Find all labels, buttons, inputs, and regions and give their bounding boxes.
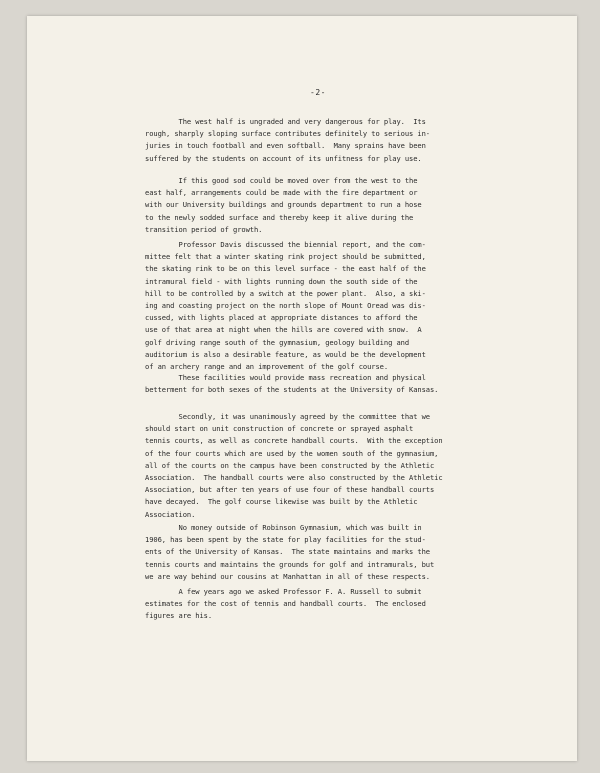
paragraph-estimates: A few years ago we asked Professor F. A. Russell to submit estimates for the cost of tennis and handball courts. The enclosed figures are his. xyxy=(145,587,426,621)
paragraph-west-half: The west half is ungraded and very dangerous for play. Its rough, sharply sloping surface contributes definitely to serious in- juries in touch football and even softball. Many sprains have been suffered by the students on account of its unfitness for play use. xyxy=(145,117,430,163)
paragraph-biennial-report: Professor Davis discussed the biennial report, and the com- mittee felt that a winter skating rink project should be submitted, the skating rink to be on this level surface - the east half of the intramural field - with lights running down the south side of the hill to be controlled by a switch at the power plant. Also, a ski- ing and coasting project on the north slope of Mount Oread was dis- cussed, with lights placed at appropriate distances to afford the use of that area at night when the hills are covered with snow. A golf driving range south of the gymnasium, geology building and auditorium is also a desirable feature, as would be the development of an archery range and an improvement of the golf course. xyxy=(145,240,426,372)
paragraph-funding: No money outside of Robinson Gymnasium, which was built in 1906, has been spent by the state for play facilities for the stud- ents of the University of Kansas. The state maintains and marks the tennis courts and maintains the grounds for golf and intramurals, but we are way behind our cousins at Manhattan in all of these respects. xyxy=(145,523,435,581)
page-number: -2- xyxy=(310,88,326,97)
paragraph-courts: Secondly, it was unanimously agreed by the committee that we should start on unit construction of concrete or sprayed asphalt tennis courts, as well as concrete handball courts. With the exception of the four courts which are used by the women south of the gymnasium, all of the courts on the campus have been constructed by the Athletic Association. The handball courts were also constructed by the Athletic Association, but after ten years of use four of these handball courts have decayed. The golf course likewise was built by the Athletic Association. xyxy=(145,412,443,519)
paragraph-sod-moving: If this good sod could be moved over from the west to the east half, arrangements could be made with the fire department or with our University buildings and grounds department to run a hose to the newly sodded surface and thereby keep it alive during the transition period of growth. xyxy=(145,176,422,234)
paragraph-facilities: These facilities would provide mass recreation and physical betterment for both sexes of the students at the University of Kansas. xyxy=(145,373,439,395)
